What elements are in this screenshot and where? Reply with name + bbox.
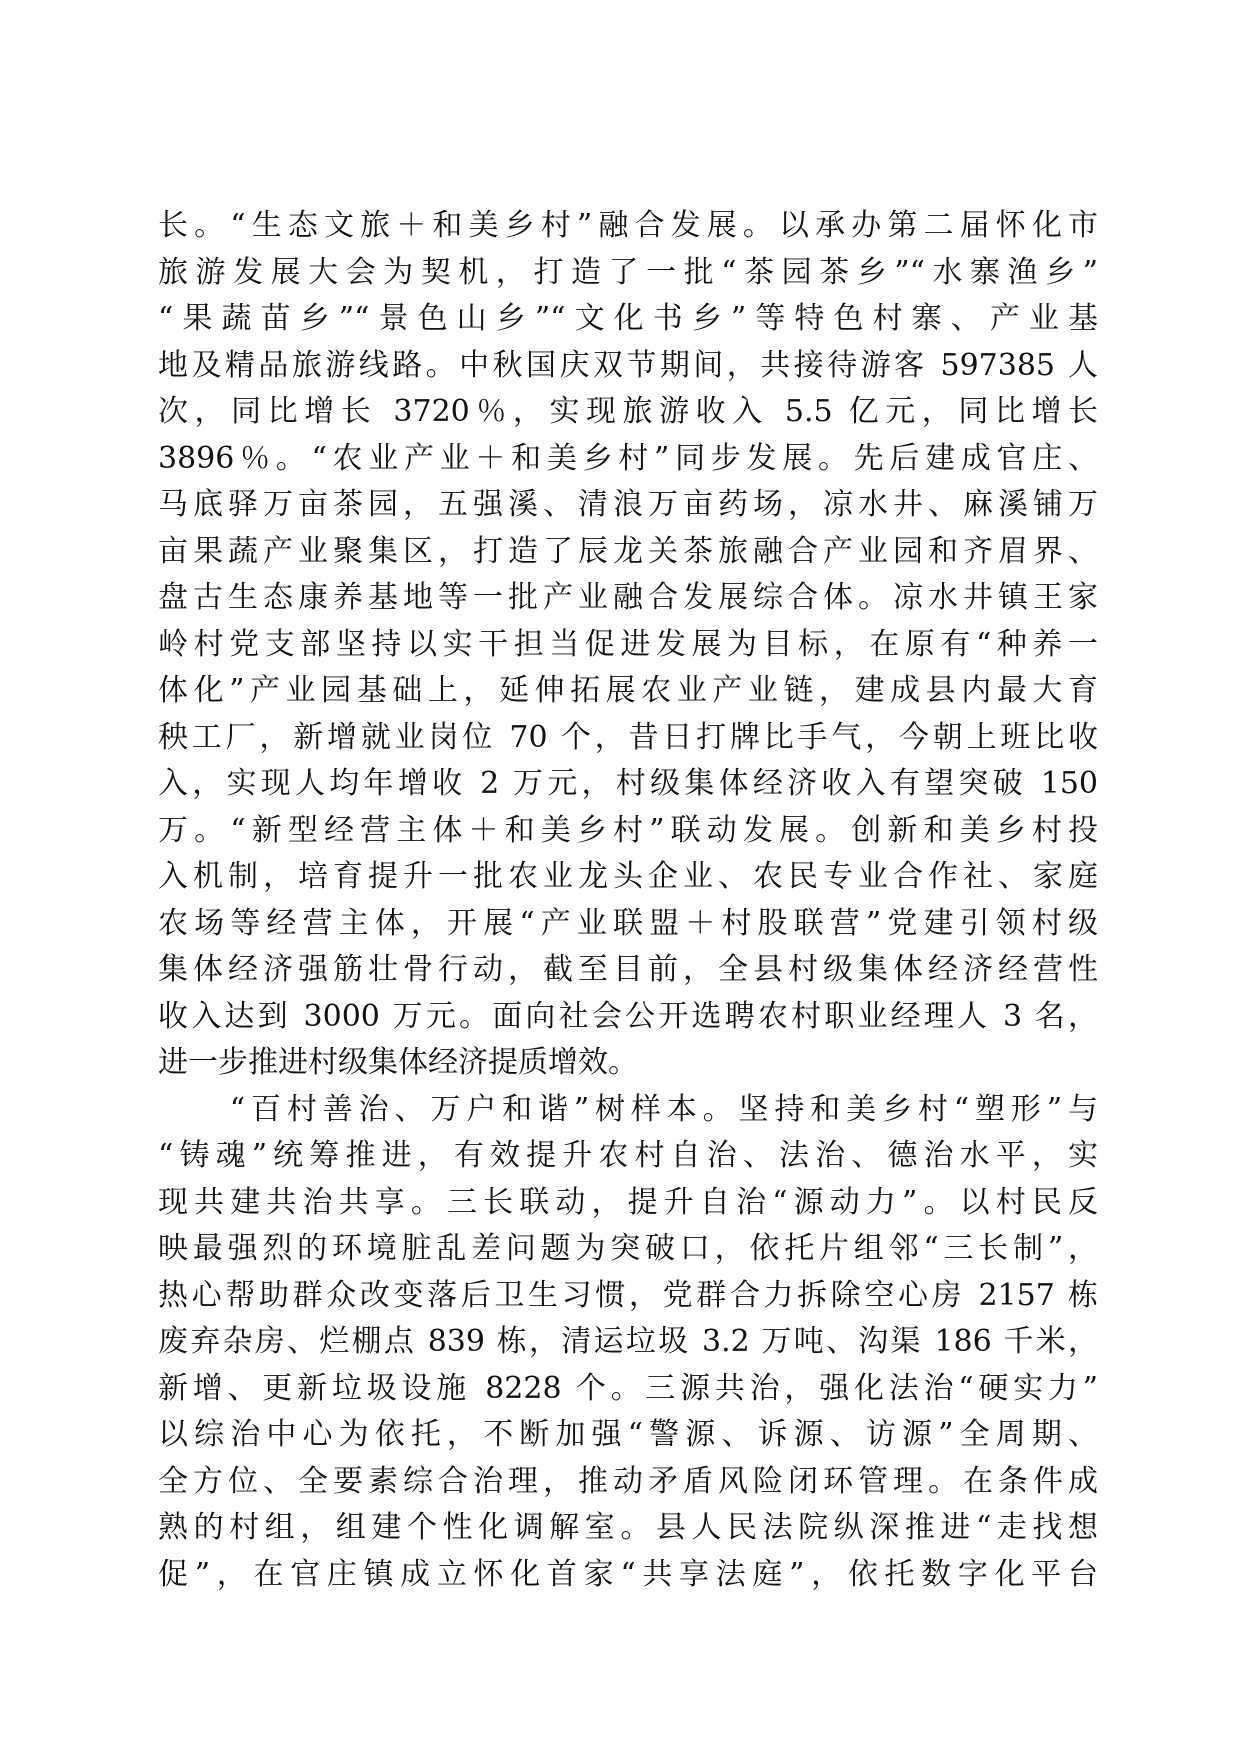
text-line: “果蔬苗乡”“景色山乡”“文化书乡”等特色村寨、产业基 (158, 301, 1098, 336)
body-text (158, 203, 1098, 1598)
text-line: 3896％。“农业产业＋和美乡村”同步发展。先后建成官庄、 (158, 440, 1098, 476)
text-line: “百村善治、万户和谐”树样本。坚持和美乡村“塑形”与 (158, 1091, 1098, 1127)
text-line: 万。“新型经营主体＋和美乡村”联动发展。创新和美乡村投 (158, 812, 1098, 848)
text-line: 入机制，培育提升一批农业龙头企业、农民专业合作社、家庭 (158, 859, 1098, 894)
text-line: 体化”产业园基础上，延伸拓展农业产业链，建成县内最大育 (158, 673, 1098, 708)
text-line: 岭村党支部坚持以实干担当促进发展为目标，在原有“种养一 (158, 626, 1098, 662)
text-line: 映最强烈的环境脏乱差问题为突破口，依托片组邻“三长制”， (158, 1231, 1098, 1266)
text-line: 盘古生态康养基地等一批产业融合发展综合体。凉水井镇王家 (158, 580, 1098, 615)
text-line: 农场等经营主体，开展“产业联盟＋村股联营”党建引领村级 (158, 905, 1098, 941)
text-line: 马底驿万亩茶园，五强溪、清浪万亩药场，凉水井、麻溪铺万 (158, 487, 1098, 522)
text-line: 热心帮助群众改变落后卫生习惯，党群合力拆除空心房 2157 栋 (158, 1277, 1098, 1313)
text-line: 熟的村组，组建个性化调解室。县人民法院纵深推进“走找想 (158, 1510, 1098, 1545)
text-line: 促”，在官庄镇成立怀化首家“共享法庭”，依托数字化平台 (158, 1556, 1098, 1592)
text-line: 长。“生态文旅＋和美乡村”融合发展。以承办第二届怀化市 (158, 208, 1098, 243)
text-line: 收入达到 3000 万元。面向社会公开选聘农村职业经理人 3 名， (158, 998, 1098, 1034)
text-line: 地及精品旅游线路。中秋国庆双节期间，共接待游客 597385 人 (158, 347, 1098, 383)
text-line: “铸魂”统筹推进，有效提升农村自治、法治、德治水平，实 (158, 1138, 1098, 1173)
text-line: 新增、更新垃圾设施 8228 个。三源共治，强化法治“硬实力” (158, 1370, 1098, 1406)
text-line: 秧工厂，新增就业岗位 70 个，昔日打牌比手气，今朝上班比收 (158, 719, 1098, 755)
text-line: 亩果蔬产业聚集区，打造了辰龙关茶旅融合产业园和齐眉界、 (158, 533, 1098, 569)
text-line: 入，实现人均年增收 2 万元，村级集体经济收入有望突破 150 (158, 766, 1098, 801)
text-line: 次，同比增长 3720％，实现旅游收入 5.5 亿元，同比增长 (158, 394, 1098, 429)
text-line: 旅游发展大会为契机，打造了一批“茶园茶乡”“水寨渔乡” (158, 254, 1098, 290)
text-line: 进一步推进村级集体经济提质增效。 (158, 1045, 638, 1080)
text-line: 现共建共治共享。三长联动，提升自治“源动力”。以村民反 (158, 1184, 1098, 1220)
text-line: 废弃杂房、烂棚点 839 栋，清运垃圾 3.2 万吨、沟渠 186 千米， (158, 1324, 1098, 1359)
text-line: 集体经济强筋壮骨行动，截至目前，全县村级集体经济经营性 (158, 952, 1098, 987)
text-line: 全方位、全要素综合治理，推动矛盾风险闭环管理。在条件成 (158, 1463, 1098, 1499)
text-line: 以综治中心为依托，不断加强“警源、诉源、访源”全周期、 (158, 1417, 1098, 1452)
